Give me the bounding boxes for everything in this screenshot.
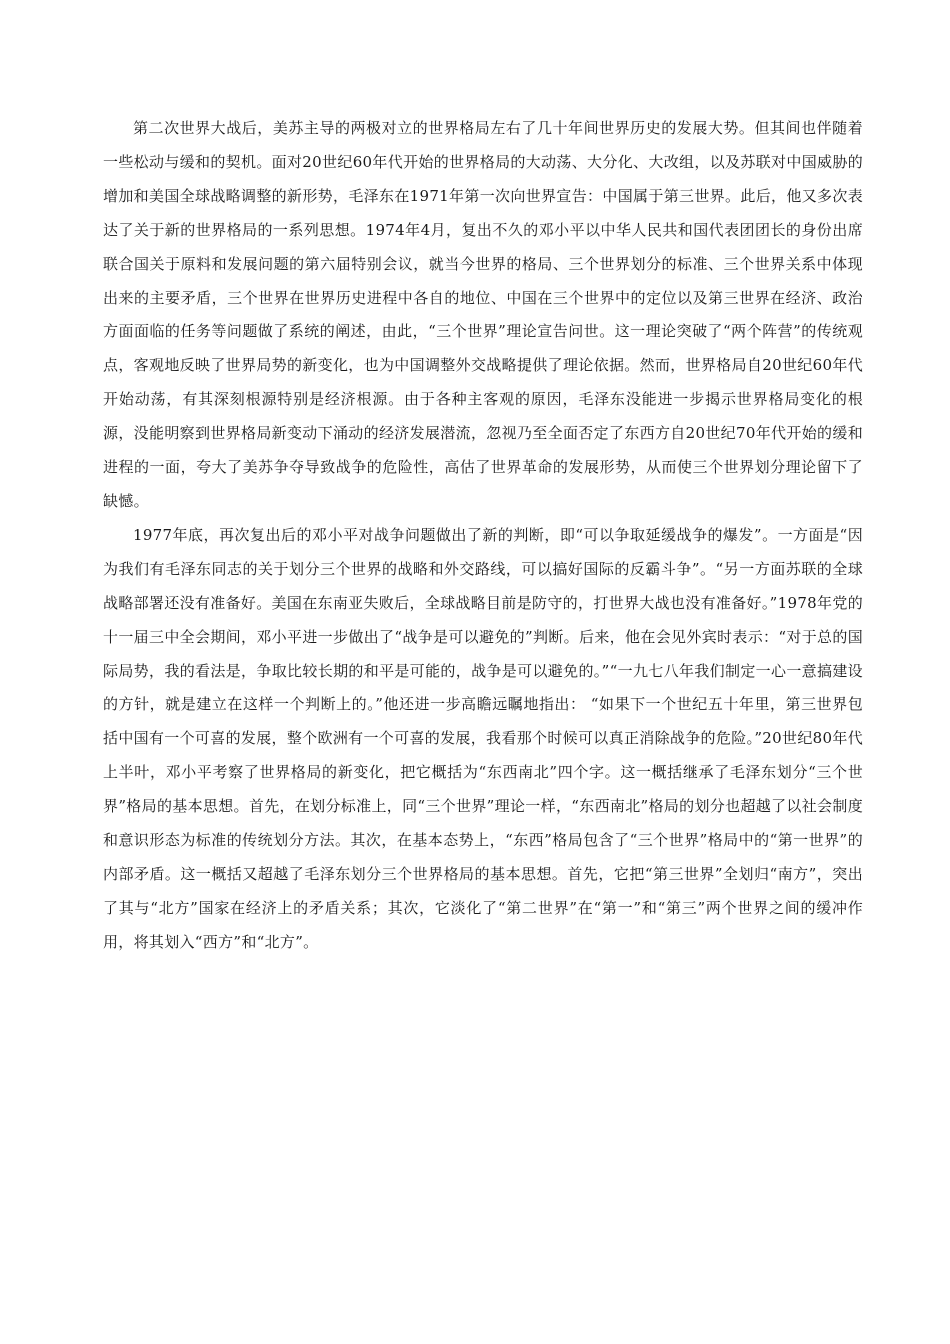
paragraph-1: 第二次世界大战后，美苏主导的两极对立的世界格局左右了几十年间世界历史的发展大势。但其间也伴随着一些松动与缓和的契机。面对20世纪60年代开始的世界格局的大动荡、大分化、大改组，以及苏联对中国威胁的增加和美国全球战略调整的新形势，毛泽东在1971年第一次向世界宣告：中国属于第三世界。此后，他又多次表达了关于新的世界格局的一系列思想。1974年4月，复出不久的邓小平以中华人民共和国代表团团长的身份出席联合国关于原料和发展问题的第六届特别会议，就当今世界的格局、三个世界划分的标准、三个世界关系中体现出来的主要矛盾，三个世界在世界历史进程中各自的地位、中国在三个世界中的定位以及第三世界在经济、政治方面面临的任务等问题做了系统的阐述，由此，“三个世界”理论宣告问世。这一理论突破了“两个阵营”的传统观点，客观地反映了世界局势的新变化，也为中国调整外交战略提供了理论依据。然而，世界格局自20世纪60年代开始动荡，有其深刻根源特别是经济根源。由于各种主客观的原因，毛泽东没能进一步揭示世界格局变化的根源，没能明察到世界格局新变动下涌动的经济发展潜流，忽视乃至全面否定了东西方自20世纪70年代开始的缓和进程的一面，夸大了美苏争夺导致战争的危险性，高估了世界革命的发展形势，从而使三个世界划分理论留下了缺憾。 — [103, 119, 863, 510]
document-body — [103, 112, 863, 960]
paragraph-2: 1977年底，再次复出后的邓小平对战争问题做出了新的判断，即“可以争取延缓战争的爆发”。一方面是“因为我们有毛泽东同志的关于划分三个世界的战略和外交路线，可以搞好国际的反霸斗争”。“另一方面苏联的全球战略部署还没有准备好。美国在东南亚失败后，全球战略目前是防守的，打世界大战也没有准备好。”1978年党的十一届三中全会期间，邓小平进一步做出了“战争是可以避免的”判断。后来，他在会见外宾时表示：“对于总的国际局势，我的看法是，争取比较长期的和平是可能的，战争是可以避免的。”“一九七八年我们制定一心一意搞建设的方针，就是建立在这样一个判断上的。”他还进一步高瞻远瞩地指出： “如果下一个世纪五十年里，第三世界包括中国有一个可喜的发展，整个欧洲有一个可喜的发展，我看那个时候可以真正消除战争的危险。”20世纪80年代上半叶，邓小平考察了世界格局的新变化，把它概括为“东西南北”四个字。这一概括继承了毛泽东划分“三个世界”格局的基本思想。首先，在划分标准上，同“三个世界”理论一样，“东西南北”格局的划分也超越了以社会制度和意识形态为标准的传统划分方法。其次，在基本态势上，“东西”格局包含了“三个世界”格局中的“第一世界”的内部矛盾。这一概括又超越了毛泽东划分三个世界格局的基本思想。首先，它把“第三世界”全划归“南方”，突出了其与“北方”国家在经济上的矛盾关系；其次，它淡化了“第二世界”在“第一”和“第三”两个世界之间的缓冲作用，将其划入“西方”和“北方”。 — [103, 525, 863, 951]
